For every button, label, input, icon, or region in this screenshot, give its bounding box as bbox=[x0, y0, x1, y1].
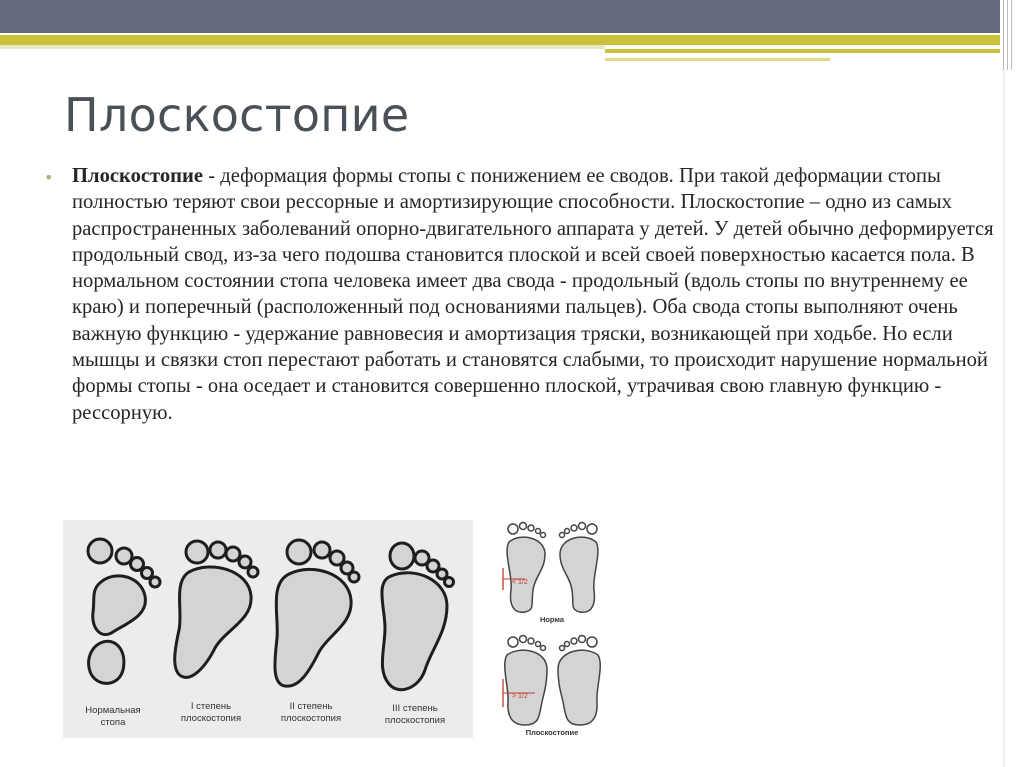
accent-band bbox=[0, 35, 1000, 45]
footprint-degree-1 bbox=[175, 541, 258, 677]
bullet-term: Плоскостопие bbox=[72, 165, 204, 187]
flatfoot-degrees-figure bbox=[63, 520, 473, 738]
footprint-degree-3 bbox=[382, 543, 454, 690]
slide-title: Плоскостопие bbox=[64, 88, 410, 142]
footprint-degree-2 bbox=[275, 540, 359, 686]
plantogram-norm bbox=[503, 523, 598, 625]
bullet-paragraph bbox=[72, 163, 1007, 426]
flatfoot-degrees-svg bbox=[63, 520, 473, 738]
caption-flatfoot: Плоскостопие bbox=[525, 728, 579, 737]
label-degree1-1: I степень bbox=[190, 701, 232, 712]
accent-band-thin-2 bbox=[605, 58, 830, 61]
label-normal-2: стопа bbox=[100, 717, 126, 728]
ratio-label-norm: < 1/2 bbox=[512, 579, 528, 586]
accent-band-pale bbox=[0, 45, 605, 49]
label-degree1-2: плоскостопия bbox=[180, 713, 242, 724]
label-degree2-1: II степень bbox=[289, 701, 333, 712]
label-degree3-2: плоскостопия bbox=[384, 715, 446, 726]
footprint-normal bbox=[88, 539, 160, 683]
caption-norm: Норма bbox=[539, 615, 565, 624]
bullet-marker: • bbox=[44, 168, 54, 187]
plantogram-flatfoot bbox=[503, 636, 600, 738]
plantogram-svg bbox=[495, 518, 610, 740]
label-degree3-1: III степень bbox=[392, 703, 438, 714]
plantogram-figure bbox=[495, 518, 610, 740]
header-band bbox=[0, 0, 1000, 33]
bullet-text: - деформация формы стопы с понижением ее сводов. При такой деформации стопы полностью теряют свои рессорные и амортизирующие способности. Плоскостопие – одно из самых распространенных заболеваний опорно-двигательного аппарата у детей. У детей обычно деформируется продольный свод, из-за чего подошва становится плоской и всей своей поверхностью касается пола. В нормальном состоянии стопа человека имеет два свода - продольный (вдоль стопы по внутреннему ее краю) и поперечный (расположенный под основаниями пальцев). Оба свода стопы выполняют очень важную функцию - удержание равновесия и амортизация тряски, возникающей при ходьбе. Но если мышцы и связки стоп перестают работать и становятся слабыми, то происходит нарушение нормальной формы стопы - она оседает и становится совершенно плоской, утрачивая свою главную функцию - рессорную. bbox=[72, 165, 994, 424]
label-degree2-2: плоскостопия bbox=[280, 713, 342, 724]
corner-lines bbox=[1000, 0, 1024, 70]
ratio-label-flatfoot: > 1/2 bbox=[512, 693, 528, 700]
accent-band-thin bbox=[605, 49, 1000, 53]
label-normal-1: Нормальная bbox=[85, 705, 141, 716]
